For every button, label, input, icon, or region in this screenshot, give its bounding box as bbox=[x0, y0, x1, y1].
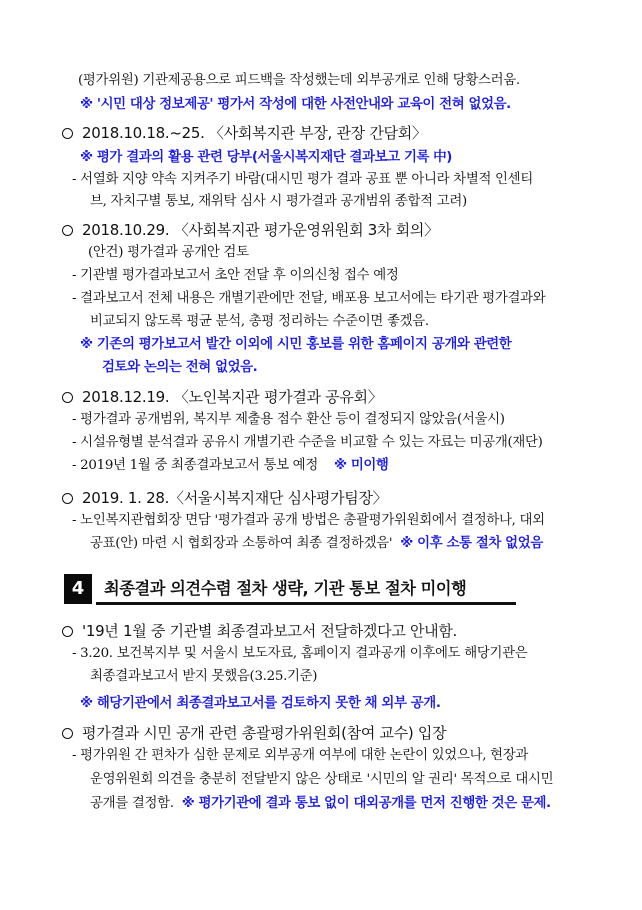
text-line: - 서열화 지양 약속 지켜주기 바람(대시민 평가 결과 공표 뿐 아니라 차별적 인센티 bbox=[72, 172, 533, 187]
note-line: ※ 평가 결과의 활용 관련 당부(서울시복지재단 결과보고 기록 中) bbox=[80, 150, 452, 165]
text-line: - 평가위원 간 편차가 심한 문제로 외부공개 여부에 대한 논란이 있었으나, 현장과 bbox=[72, 748, 529, 763]
section-heading bbox=[62, 619, 457, 643]
section-heading bbox=[62, 721, 446, 745]
section-heading bbox=[62, 121, 427, 145]
circle-bullet-icon bbox=[62, 626, 73, 637]
text-line: 브, 자치구별 통보, 재위탁 심사 시 평가결과 공개범위 종합적 고려) bbox=[90, 194, 467, 209]
text-line: 운영위원회 의견을 충분히 전달받지 않은 상태로 '시민의 알 권리' 목적으로 대시민 bbox=[90, 772, 554, 787]
note-segment: ※ 미이행 bbox=[333, 458, 389, 473]
circle-bullet-icon bbox=[62, 728, 73, 739]
note-line: ※ '시민 대상 정보제공' 평가서 작성에 대한 사전안내와 교육이 전혀 없었음. bbox=[80, 97, 511, 112]
text-line: (안건) 평가결과 공개안 검토 bbox=[88, 245, 249, 260]
circle-bullet-icon bbox=[62, 392, 73, 403]
heading-text: 2018.10.29. 〈사회복지관 평가운영위원회 3차 회의〉 bbox=[82, 221, 439, 239]
text-line: 최종결과보고서 받지 못했음(3.25.기준) bbox=[90, 669, 318, 684]
heading-text: 평가결과 시민 공개 관련 총괄평가위원회(참여 교수) 입장 bbox=[82, 724, 447, 742]
text-line: - 노인복지관협회장 면담 '평가결과 공개 방법은 총괄평가위원회에서 결정하나, 대외 bbox=[72, 513, 545, 528]
note-line: 검토와 논의는 전혀 없었음. bbox=[102, 360, 258, 375]
text-line bbox=[90, 793, 551, 815]
note-segment: ※ 이후 소통 절차 없었음 bbox=[400, 536, 543, 551]
circle-bullet-icon bbox=[62, 493, 73, 504]
heading-text: 2018.10.18.~25. 〈사회복지관 부장, 관장 간담회〉 bbox=[82, 124, 427, 142]
text-line bbox=[90, 533, 543, 555]
note-line: ※ 기존의 평가보고서 발간 이외에 시민 홍보를 위한 홈페이지 공개와 관련한 bbox=[80, 337, 512, 352]
text-line: - 3.20. 보건복지부 및 서울시 보도자료, 홈페이지 결과공개 이후에도 해당기관은 bbox=[72, 646, 528, 661]
section-number-badge: 4 bbox=[64, 574, 92, 604]
text-segment: - 2019년 1월 중 최종결과보고서 통보 예정 bbox=[72, 458, 318, 473]
section-underline bbox=[96, 602, 516, 605]
note-segment: ※ 평가기관에 결과 통보 없이 대외공개를 먼저 진행한 것은 문제. bbox=[181, 796, 551, 811]
heading-text: '19년 1월 중 기관별 최종결과보고서 전달하겠다고 안내함. bbox=[82, 622, 458, 640]
section-heading bbox=[62, 486, 387, 510]
circle-bullet-icon bbox=[62, 128, 73, 139]
text-line: - 시설유형별 분석결과 공유시 개별기관 수준을 비교할 수 있는 자료는 미공개(재단) bbox=[72, 435, 543, 450]
section-title: 최종결과 의견수렴 절차 생략, 기관 통보 절차 미이행 bbox=[104, 579, 467, 598]
heading-text: 2019. 1. 28.〈서울시복지재단 심사평가팀장〉 bbox=[82, 489, 388, 507]
text-line: (평가위원) 기관제공용으로 피드백을 작성했는데 외부공개로 인해 당황스러움. bbox=[78, 73, 520, 88]
text-line: - 결과보고서 전체 내용은 개별기관에만 전달, 배포용 보고서에는 타기관 평가결과와 bbox=[72, 291, 546, 306]
circle-bullet-icon bbox=[62, 225, 73, 236]
text-line bbox=[72, 455, 388, 477]
heading-text: 2018.12.19. 〈노인복지관 평가결과 공유회〉 bbox=[82, 388, 383, 406]
text-line: 비교되지 않도록 평균 분석, 총평 정리하는 수준이면 좋겠음. bbox=[90, 314, 429, 329]
text-segment: 공표(안) 마련 시 협회장과 소통하여 최종 결정하겠음' bbox=[90, 536, 393, 551]
text-line: - 기관별 평가결과보고서 초안 전달 후 이의신청 접수 예정 bbox=[72, 268, 399, 283]
text-line: - 평가결과 공개범위, 복지부 제출용 점수 환산 등이 결정되지 않았음(서울시) bbox=[72, 412, 505, 427]
text-segment: 공개를 결정함. bbox=[90, 796, 174, 811]
section-heading bbox=[62, 218, 439, 242]
note-line: ※ 해당기관에서 최종결과보고서를 검토하지 못한 채 외부 공개. bbox=[80, 696, 441, 711]
section-heading bbox=[62, 385, 382, 409]
